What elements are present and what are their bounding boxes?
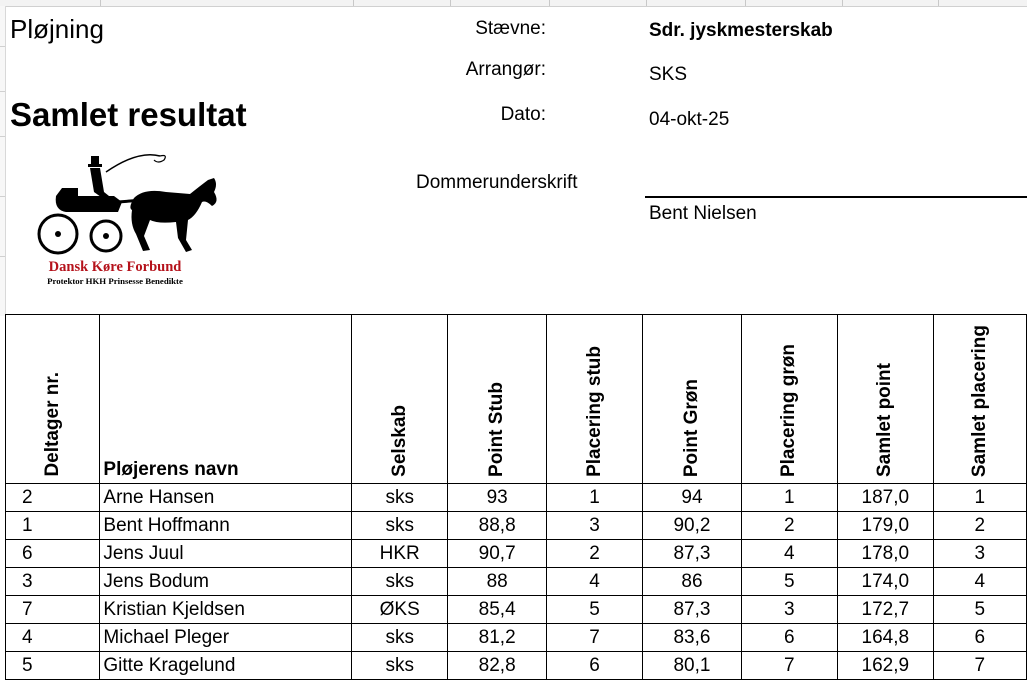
cell-navn[interactable]: Jens Juul [100, 540, 352, 568]
cell-point-groen[interactable]: 86 [643, 568, 741, 596]
cell-selskab[interactable]: HKR [351, 540, 448, 568]
cell-placering-groen[interactable]: 3 [741, 596, 837, 624]
cell-point-groen[interactable]: 94 [643, 484, 741, 512]
cell-point-stub[interactable]: 82,8 [448, 652, 546, 680]
dato-value: 04-okt-25 [649, 109, 730, 130]
cell-navn[interactable]: Jens Bodum [100, 568, 352, 596]
cell-placering-stub[interactable]: 6 [546, 652, 642, 680]
header-selskab: Selskab [351, 315, 448, 484]
arrangoer-value: SKS [649, 64, 688, 85]
header-point-stub: Point Stub [448, 315, 546, 484]
cell-samlet-point[interactable]: 187,0 [838, 484, 934, 512]
cell-deltager-nr[interactable]: 4 [6, 624, 100, 652]
cell-placering-groen[interactable]: 4 [741, 540, 837, 568]
dommer-label: Dommerunderskrift [416, 172, 578, 193]
cell-navn[interactable]: Kristian Kjeldsen [100, 596, 352, 624]
cell-navn[interactable]: Michael Pleger [100, 624, 352, 652]
cell-deltager-nr[interactable]: 2 [6, 484, 100, 512]
table-row [6, 512, 1027, 540]
header-placering-stub: Placering stub [546, 315, 642, 484]
cell-samlet-point[interactable]: 172,7 [838, 596, 934, 624]
header-point-groen: Point Grøn [643, 315, 741, 484]
cell-selskab[interactable]: sks [351, 568, 448, 596]
cell-deltager-nr[interactable]: 7 [6, 596, 100, 624]
cell-point-stub[interactable]: 90,7 [448, 540, 546, 568]
cell-point-stub[interactable]: 81,2 [448, 624, 546, 652]
header-row [6, 315, 1027, 484]
table-row [6, 624, 1027, 652]
cell-placering-groen[interactable]: 7 [741, 652, 837, 680]
cell-selskab[interactable]: sks [351, 512, 448, 540]
table-row [6, 596, 1027, 624]
sheet-title: Pløjning [10, 14, 104, 44]
cell-point-groen[interactable]: 90,2 [643, 512, 741, 540]
cell-samlet-point[interactable]: 179,0 [838, 512, 934, 540]
cell-samlet-point[interactable]: 164,8 [838, 624, 934, 652]
cell-selskab[interactable]: sks [351, 652, 448, 680]
row-header-gutter [0, 6, 6, 316]
table-row [6, 540, 1027, 568]
cell-placering-stub[interactable]: 7 [546, 624, 642, 652]
staevne-label: Stævne: [475, 18, 546, 39]
sheet-subtitle: Samlet resultat [10, 96, 247, 133]
cell-samlet-placering[interactable]: 3 [933, 540, 1026, 568]
cell-samlet-placering[interactable]: 1 [933, 484, 1026, 512]
cell-point-stub[interactable]: 88,8 [448, 512, 546, 540]
cell-selskab[interactable]: sks [351, 484, 448, 512]
carriage-horse-icon [18, 140, 248, 300]
results-table [5, 314, 1027, 680]
header-deltager-nr: Deltager nr. [6, 315, 100, 484]
cell-point-groen[interactable]: 87,3 [643, 540, 741, 568]
signature-line [645, 196, 1027, 198]
logo-name: Dansk Køre Forbund [48, 259, 182, 275]
cell-placering-stub[interactable]: 3 [546, 512, 642, 540]
cell-samlet-placering[interactable]: 4 [933, 568, 1026, 596]
cell-navn[interactable]: Bent Hoffmann [100, 512, 352, 540]
dato-label: Dato: [500, 104, 546, 125]
cell-samlet-point[interactable]: 178,0 [838, 540, 934, 568]
logo-tagline: Protektor HKH Prinsesse Benedikte [47, 276, 183, 286]
cell-selskab[interactable]: sks [351, 624, 448, 652]
cell-selskab[interactable]: ØKS [351, 596, 448, 624]
cell-samlet-placering[interactable]: 5 [933, 596, 1026, 624]
dommer-value: Bent Nielsen [649, 203, 757, 224]
table-row [6, 484, 1027, 512]
cell-placering-groen[interactable]: 1 [741, 484, 837, 512]
cell-point-groen[interactable]: 83,6 [643, 624, 741, 652]
cell-point-stub[interactable]: 88 [448, 568, 546, 596]
cell-deltager-nr[interactable]: 6 [6, 540, 100, 568]
cell-point-stub[interactable]: 85,4 [448, 596, 546, 624]
header-navn: Pløjerens navn [100, 315, 352, 484]
cell-samlet-point[interactable]: 174,0 [838, 568, 934, 596]
cell-point-stub[interactable]: 93 [448, 484, 546, 512]
cell-placering-groen[interactable]: 6 [741, 624, 837, 652]
cell-samlet-point[interactable]: 162,9 [838, 652, 934, 680]
column-header-bar [0, 0, 1027, 7]
header-samlet-placering: Samlet placering [933, 315, 1026, 484]
cell-placering-stub[interactable]: 2 [546, 540, 642, 568]
cell-samlet-placering[interactable]: 7 [933, 652, 1026, 680]
dkf-logo [18, 140, 248, 300]
table-row [6, 568, 1027, 596]
cell-placering-stub[interactable]: 1 [546, 484, 642, 512]
cell-samlet-placering[interactable]: 2 [933, 512, 1026, 540]
cell-point-groen[interactable]: 80,1 [643, 652, 741, 680]
cell-navn[interactable]: Arne Hansen [100, 484, 352, 512]
arrangoer-label: Arrangør: [465, 59, 546, 80]
cell-placering-groen[interactable]: 5 [741, 568, 837, 596]
header-placering-groen: Placering grøn [741, 315, 837, 484]
cell-placering-groen[interactable]: 2 [741, 512, 837, 540]
cell-samlet-placering[interactable]: 6 [933, 624, 1026, 652]
cell-navn[interactable]: Gitte Kragelund [100, 652, 352, 680]
staevne-value: Sdr. jyskmesterskab [649, 20, 833, 41]
table-row [6, 652, 1027, 680]
header-samlet-point: Samlet point [838, 315, 934, 484]
cell-deltager-nr[interactable]: 1 [6, 512, 100, 540]
cell-deltager-nr[interactable]: 5 [6, 652, 100, 680]
cell-deltager-nr[interactable]: 3 [6, 568, 100, 596]
cell-placering-stub[interactable]: 4 [546, 568, 642, 596]
cell-point-groen[interactable]: 87,3 [643, 596, 741, 624]
cell-placering-stub[interactable]: 5 [546, 596, 642, 624]
